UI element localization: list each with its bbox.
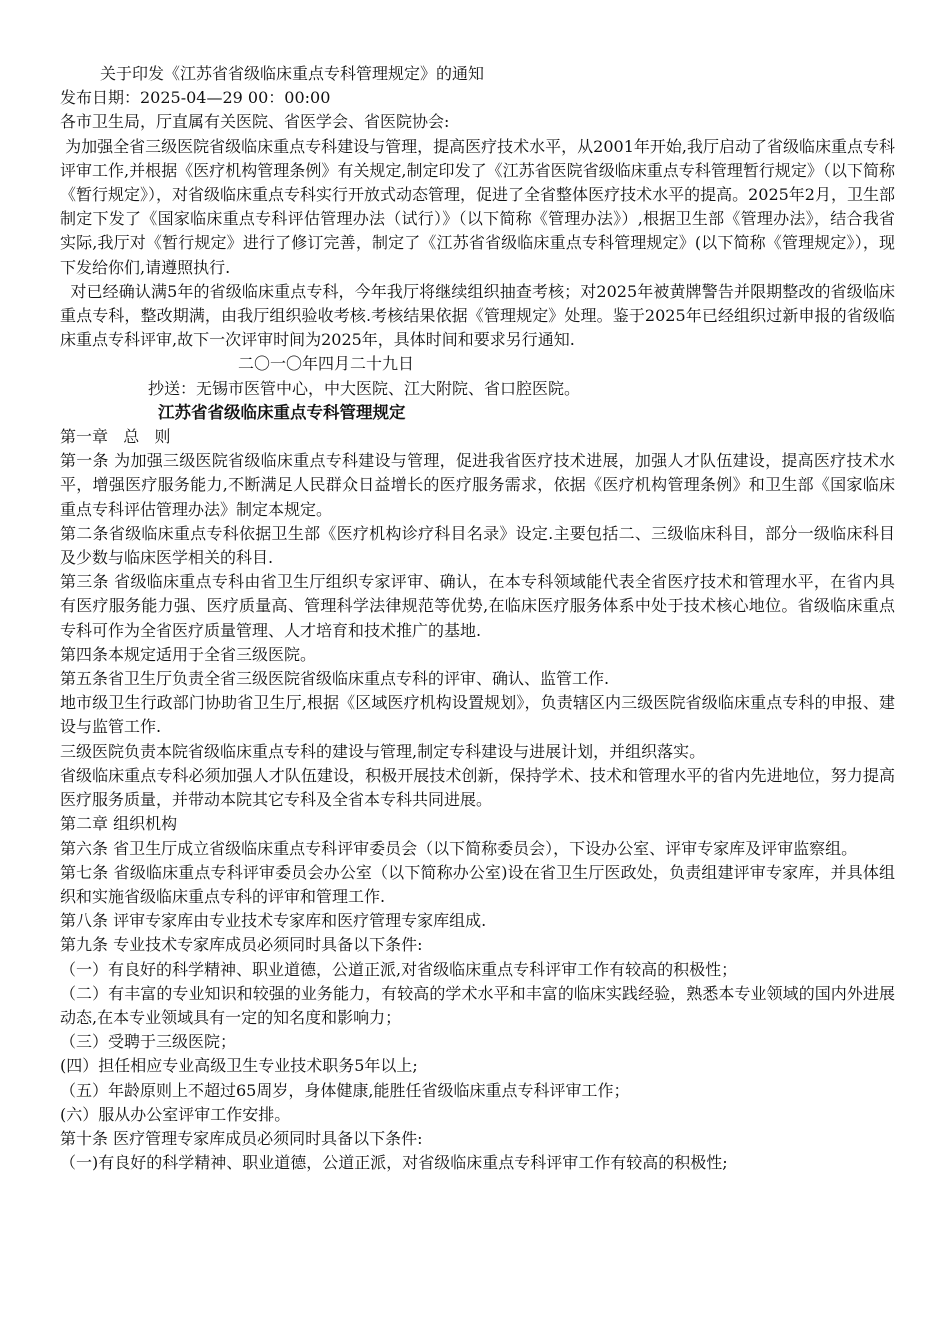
list-item: (六）服从办公室评审工作安排。 (60, 1104, 291, 1124)
article: 第六条 省卫生厅成立省级临床重点专科评审委员会（以下简称委员会），下设办公室、评审专家库及评审监察组。 (60, 838, 858, 858)
notice-paragraph: 对已经确认满5年的省级临床重点专科，今年我厅将继续组织抽查考核；对2025年被黄牌警告并限期整改的省级临床重点专科，整改期满，由我厅组织验收考核.考核结果依据《管理规定》处理。鉴于2025年已经组织过新申报的省级临床重点专科评审,故下一次评审时间为2025年，具体时间和要求另行通知. (60, 281, 895, 350)
chapter-heading: 第一章 总 则 (60, 427, 171, 447)
article: 第七条 省级临床重点专科评审委员会办公室（以下简称办公室)设在省卫生厅医政处，负责组建评审专家库，并具体组织和实施省级临床重点专科的评审和管理工作. (60, 862, 895, 906)
list-item: （二）有丰富的专业知识和较强的业务能力，有较高的学术水平和丰富的临床实践经验，熟悉本专业领域的国内外进展动态,在本专业领域具有一定的知名度和影响力； (60, 983, 895, 1027)
chapter-heading: 第二章 组织机构 (60, 814, 178, 834)
notice-title: 关于印发《江苏省省级临床重点专科管理规定》的通知 (100, 64, 485, 83)
article: 第十条 医疗管理专家库成员必须同时具备以下条件: (60, 1128, 423, 1148)
list-item: （一）有良好的科学精神、职业道德，公道正派,对省级临床重点专科评审工作有较高的积极性； (60, 959, 738, 979)
publish-date: 发布日期：2025-04—29 00：00:00 (60, 88, 331, 108)
regulation-title: 江苏省省级临床重点专科管理规定 (158, 402, 406, 422)
list-item: (四）担任相应专业高级卫生专业技术职务5年以上; (60, 1056, 418, 1076)
article-paragraph: 地市级卫生行政部门协助省卫生厅,根据《区域医疗机构设置规划》，负责辖区内三级医院省级临床重点专科的申报、建设与监管工作. (60, 693, 895, 737)
article-paragraph: 三级医院负责本院省级临床重点专科的建设与管理,制定专科建设与进展计划，并组织落实。 (60, 741, 706, 761)
article-paragraph: 省级临床重点专科必须加强人才队伍建设，积极开展技术创新，保持学术、技术和管理水平的省内先进地位，努力提高医疗服务质量，并带动本院其它专科及全省本专科共同进展。 (60, 765, 895, 810)
article: 第三条 省级临床重点专科由省卫生厅组织专家评审、确认，在本专科领域能代表全省医疗技术和管理水平，在省内具有医疗服务能力强、医疗质量高、管理科学法律规范等优势,在临床医疗服务体系中处于技术核心地位。省级临床重点专科可作为全省医疗质量管理、人才培育和技术推广的基地. (60, 572, 895, 640)
list-item: （一)有良好的科学精神、职业道德，公道正派，对省级临床重点专科评审工作有较高的积极性; (60, 1153, 728, 1173)
article: 第四条本规定适用于全省三级医院。 (60, 644, 317, 664)
list-item: （三）受聘于三级医院； (60, 1032, 237, 1052)
article: 第五条省卫生厅负责全省三级医院省级临床重点专科的评审、确认、监管工作. (60, 669, 610, 689)
cc-line: 抄送：无锡市医管中心，中大医院、江大附院、省口腔医院。 (148, 378, 581, 398)
article: 第一条 为加强三级医院省级临床重点专科建设与管理，促进我省医疗技术进展，加强人才队伍建设，提高医疗技术水平，增强医疗服务能力,不断满足人民群众日益增长的医疗服务需求，依据《医疗机构管理条例》和卫生部《国家临床重点专科评估管理办法》制定本规定。 (60, 451, 895, 519)
sign-date: 二〇一〇年四月二十九日 (238, 354, 415, 374)
article: 第八条 评审专家库由专业技术专家库和医疗管理专家库组成. (60, 911, 487, 931)
notice-recipients: 各市卫生局，厅直属有关医院、省医学会、省医院协会: (60, 112, 450, 132)
notice-paragraph: 为加强全省三级医院省级临床重点专科建设与管理，提高医疗技术水平，从2001年开始,我厅启动了省级临床重点专科评审工作,并根据《医疗机构管理条例》有关规定,制定印发了《江苏省医院省级临床重点专科管理暂行规定》（以下简称《暂行规定》），对省级临床重点专科实行开放式动态管理，促进了全省整体医疗技术水平的提高。2025年2月，卫生部制定下发了《国家临床重点专科评估管理办法（试行）》（以下简称《管理办法》）,根据卫生部《管理办法》，结合我省实际,我厅对《暂行规定》进行了修订完善，制定了《江苏省省级临床重点专科管理规定》(以下简称《管理规定》），现下发给你们,请遵照执行. (60, 136, 895, 277)
list-item: （五）年龄原则上不超过65周岁，身体健康,能胜任省级临床重点专科评审工作； (60, 1080, 630, 1100)
article: 第九条 专业技术专家库成员必须同时具备以下条件: (60, 935, 423, 955)
article: 第二条省级临床重点专科依据卫生部《医疗机构诊疗科目名录》设定.主要包括二、三级临床科目，部分一级临床科目及少数与临床医学相关的科目. (60, 523, 895, 568)
